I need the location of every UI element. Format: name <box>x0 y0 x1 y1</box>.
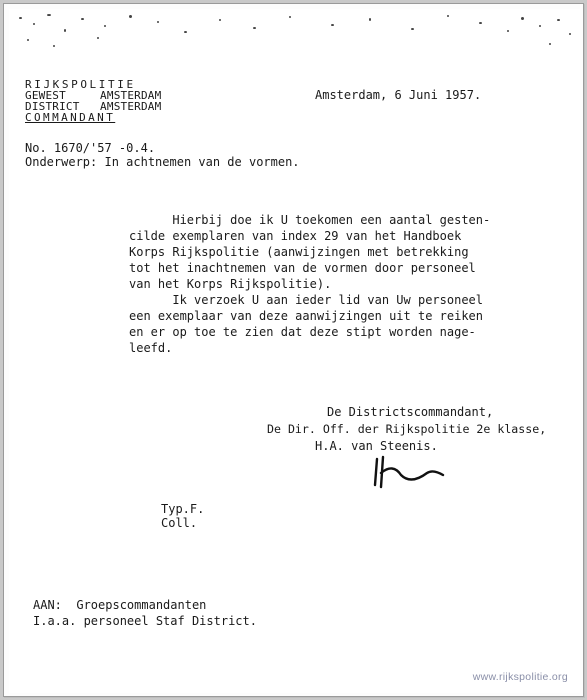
body-line: van het Korps Rijkspolitie). <box>129 277 332 291</box>
recipients-line: AAN: Groepscommandanten <box>33 598 207 612</box>
body-line: Hierbij doe ik U toekomen een aantal gesten- <box>129 213 491 227</box>
closing-line: De Districtscommandant, <box>327 405 494 419</box>
body-line: Ik verzoek U aan ieder lid van Uw personeel <box>129 293 484 307</box>
letter-date: Amsterdam, 6 Juni 1957. <box>315 88 482 102</box>
subject-line: Onderwerp: In achtnemen van de vormen. <box>25 155 300 169</box>
document-frame <box>3 3 584 697</box>
body-line: leefd. <box>129 341 173 355</box>
body-line: cilde exemplaren van index 29 van het Handboek <box>129 229 462 243</box>
signatory-name: H.A. van Steenis. <box>315 439 438 453</box>
collation-mark: Coll. <box>161 516 198 530</box>
typist-initials: Typ.F. <box>161 502 205 516</box>
letterhead-title: RIJKSPOLITIE <box>25 78 136 91</box>
body-line: Korps Rijkspolitie (aanwijzingen met betrekking <box>129 245 469 259</box>
body-line: tot het inachtnemen van de vormen door personeel <box>129 261 476 275</box>
body-line: een exemplaar van deze aanwijzingen uit te reiken <box>129 309 484 323</box>
closing-line: De Dir. Off. der Rijkspolitie 2e klasse, <box>267 422 547 436</box>
letterhead-commandant: COMMANDANT <box>25 111 116 124</box>
handwritten-signature <box>371 455 451 491</box>
website-watermark: www.rijkspolitie.org <box>465 669 576 685</box>
letter-page <box>9 9 580 693</box>
letterhead-gewest: GEWEST AMSTERDAM <box>25 89 162 102</box>
reference-number: No. 1670/'57 -0.4. <box>25 141 156 155</box>
recipients-line: I.a.a. personeel Staf District. <box>33 614 257 628</box>
letterhead-district: DISTRICT AMSTERDAM <box>25 100 162 113</box>
body-line: en er op toe te zien dat deze stipt worden nage- <box>129 325 476 339</box>
